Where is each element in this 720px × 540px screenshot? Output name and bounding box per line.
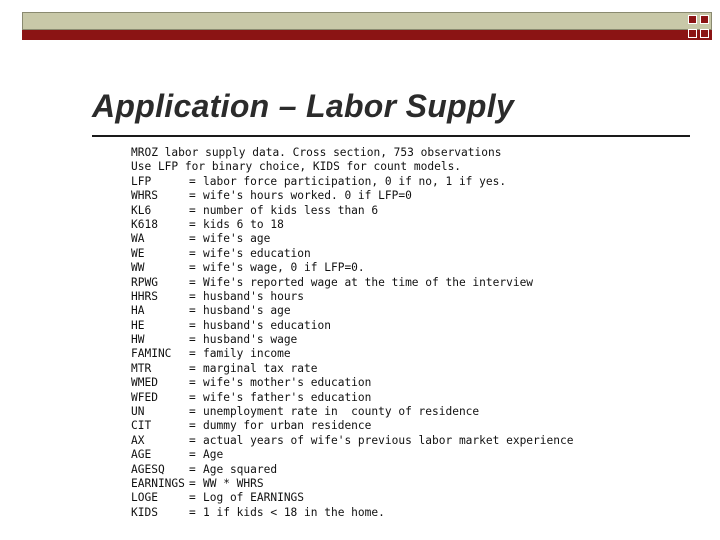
variable-description: 1 if kids < 18 in the home. — [203, 505, 385, 519]
variable-description: family income — [203, 347, 291, 361]
equals-sign: = — [189, 333, 196, 347]
variable-description: wife's education — [203, 246, 311, 260]
variable-row — [131, 232, 711, 246]
variable-name: HE — [131, 318, 145, 332]
equals-sign: = — [189, 491, 196, 505]
variable-description: actual years of wife's previous labor market experience — [203, 433, 574, 447]
equals-sign: = — [189, 275, 196, 289]
equals-sign: = — [189, 304, 196, 318]
variable-description: unemployment rate in county of residence — [203, 405, 480, 419]
equals-sign: = — [189, 462, 196, 476]
decor-square-icon — [700, 29, 709, 38]
variable-name: HA — [131, 304, 145, 318]
variable-name: HHRS — [131, 289, 158, 303]
variable-row — [131, 477, 711, 491]
variable-row — [131, 347, 711, 361]
variable-row — [131, 218, 711, 232]
variable-row — [131, 434, 711, 448]
variable-row — [131, 491, 711, 505]
variable-name: WW — [131, 261, 145, 275]
variable-row — [131, 189, 711, 203]
header-gray-band — [22, 12, 712, 30]
slide-title: Application – Labor Supply — [92, 88, 515, 124]
equals-sign: = — [189, 232, 196, 246]
variable-name: UN — [131, 405, 145, 419]
equals-sign: = — [189, 203, 196, 217]
variable-name: HW — [131, 333, 145, 347]
variable-name: LFP — [131, 174, 152, 188]
variable-description: Age — [203, 448, 224, 462]
variable-name: LOGE — [131, 491, 158, 505]
variable-row — [131, 175, 711, 189]
intro-line: MROZ labor supply data. Cross section, 753 observations — [131, 146, 502, 159]
variable-description: Age squared — [203, 462, 278, 476]
equals-sign: = — [189, 261, 196, 275]
variable-row — [131, 419, 711, 433]
equals-sign: = — [189, 246, 196, 260]
variable-row — [131, 319, 711, 333]
variable-description: marginal tax rate — [203, 361, 318, 375]
equals-sign: = — [189, 189, 196, 203]
intro-line: Use LFP for binary choice, KIDS for count models. — [131, 160, 462, 174]
slide-header-bar — [22, 12, 712, 40]
equals-sign: = — [189, 419, 196, 433]
variable-row — [131, 290, 711, 304]
equals-sign: = — [189, 405, 196, 419]
decor-square-icon — [688, 15, 697, 24]
variable-description: husband's age — [203, 304, 291, 318]
variable-name: KIDS — [131, 505, 158, 519]
variable-name: WA — [131, 232, 145, 246]
variable-description: WW * WHRS — [203, 476, 264, 490]
variable-name: AX — [131, 433, 145, 447]
equals-sign: = — [189, 361, 196, 375]
variable-row — [131, 276, 711, 290]
variable-name: AGE — [131, 448, 152, 462]
equals-sign: = — [189, 390, 196, 404]
variable-row — [131, 247, 711, 261]
variable-name: FAMINC — [131, 347, 172, 361]
variable-name: RPWG — [131, 275, 158, 289]
variable-description: number of kids less than 6 — [203, 203, 379, 217]
header-red-band — [22, 30, 712, 40]
variable-description: wife's hours worked. 0 if LFP=0 — [203, 189, 412, 203]
variable-name: MTR — [131, 361, 152, 375]
variable-description: husband's wage — [203, 333, 298, 347]
variable-description: husband's education — [203, 318, 331, 332]
decor-square-icon — [700, 15, 709, 24]
variable-row — [131, 448, 711, 462]
variable-name: AGESQ — [131, 462, 165, 476]
variable-row — [131, 463, 711, 477]
equals-sign: = — [189, 433, 196, 447]
variable-name: EARNINGS — [131, 476, 185, 490]
variable-row — [131, 204, 711, 218]
variable-row — [131, 304, 711, 318]
variable-row — [131, 376, 711, 390]
variable-name: WMED — [131, 376, 158, 390]
variable-name: K618 — [131, 217, 158, 231]
equals-sign: = — [189, 289, 196, 303]
variable-row — [131, 405, 711, 419]
variable-list — [131, 175, 711, 520]
variable-name: WFED — [131, 390, 158, 404]
variable-description: wife's wage, 0 if LFP=0. — [203, 261, 365, 275]
variable-name: WE — [131, 246, 145, 260]
variable-name: CIT — [131, 419, 152, 433]
equals-sign: = — [189, 476, 196, 490]
variable-name: KL6 — [131, 203, 152, 217]
variable-description: Log of EARNINGS — [203, 491, 305, 505]
equals-sign: = — [189, 174, 196, 188]
variable-row — [131, 506, 711, 520]
variable-description: kids 6 to 18 — [203, 217, 284, 231]
slide-body — [131, 146, 711, 520]
variable-description: labor force participation, 0 if no, 1 if yes. — [203, 174, 507, 188]
variable-description: husband's hours — [203, 289, 305, 303]
title-divider — [92, 135, 690, 137]
variable-description: Wife's reported wage at the time of the interview — [203, 275, 534, 289]
decor-square-icon — [688, 29, 697, 38]
equals-sign: = — [189, 505, 196, 519]
variable-description: wife's father's education — [203, 390, 372, 404]
variable-row — [131, 261, 711, 275]
variable-name: WHRS — [131, 189, 158, 203]
equals-sign: = — [189, 318, 196, 332]
equals-sign: = — [189, 347, 196, 361]
variable-row — [131, 362, 711, 376]
variable-description: wife's mother's education — [203, 376, 372, 390]
variable-description: dummy for urban residence — [203, 419, 372, 433]
variable-row — [131, 333, 711, 347]
equals-sign: = — [189, 217, 196, 231]
variable-row — [131, 391, 711, 405]
equals-sign: = — [189, 376, 196, 390]
equals-sign: = — [189, 448, 196, 462]
variable-description: wife's age — [203, 232, 271, 246]
